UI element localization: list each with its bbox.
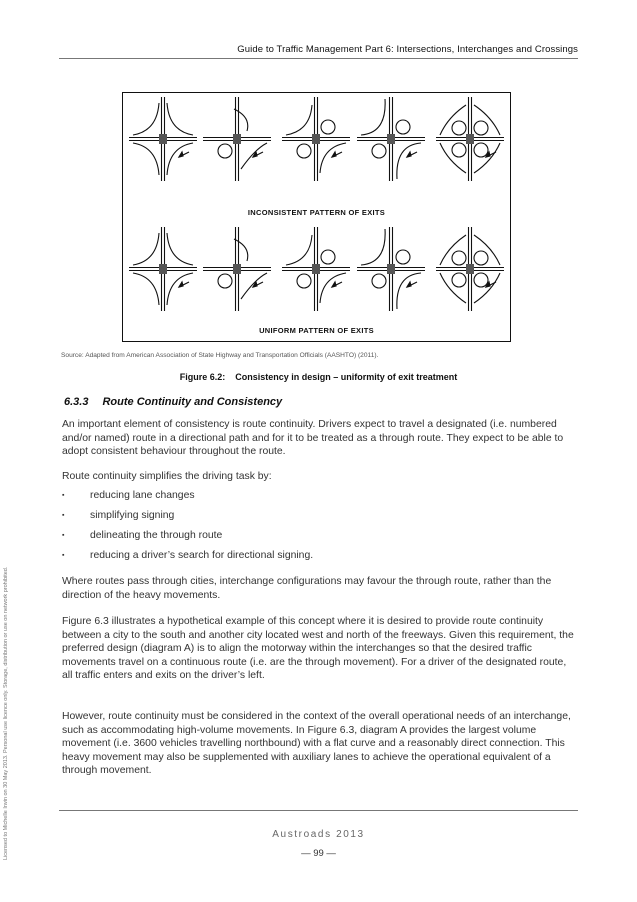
direction-arrow-icon xyxy=(179,152,189,157)
paragraph-route-continuity: An important element of consistency is route continuity. Drivers expect to travel a designated (i.e. numbered and/or named) route in a directional path and for it to be treated as a through route. They expect to be able to adopt consistent behaviour throughout the route. xyxy=(62,419,564,457)
bridge-structure xyxy=(159,264,167,274)
bullet-icon: ▪ xyxy=(62,552,65,559)
figure-caption-number: Figure 6.2: xyxy=(179,372,226,382)
loop-ramp xyxy=(474,273,488,287)
paragraph-figure-6-3: Figure 6.3 illustrates a hypothetical example of this concept where it is desired to provide route continuity between a city to the south and another city located west and north of the freeways. Given this requirement, the preferred design (diagram A) is to align the motorway within the interchanges so that the desired traffic movements travel on a continuous route (i.e. are the through movement). For a driver of the designated route, all traffic enters and exits on the driver’s left. xyxy=(62,616,574,681)
footer-organisation: Austroads 2013 xyxy=(272,829,365,840)
bridge-structure xyxy=(312,134,320,144)
ramp-curve xyxy=(286,105,312,135)
ramp-curve xyxy=(361,99,385,135)
loop-ramp xyxy=(396,120,410,134)
ramp-curve xyxy=(234,239,248,261)
ramp-curve xyxy=(167,143,193,175)
ramp-curve xyxy=(320,273,346,303)
section-number: 6.3.3 xyxy=(64,396,89,408)
page-number: — 99 — xyxy=(301,848,336,859)
loop-ramp xyxy=(372,144,386,158)
list-item xyxy=(62,509,562,529)
ramp-curve xyxy=(167,273,193,305)
footer-divider xyxy=(59,810,578,811)
bridge-structure xyxy=(233,134,241,144)
direction-arrow-icon xyxy=(407,282,417,287)
section-title: Route Continuity and Consistency xyxy=(102,396,283,408)
bridge-structure xyxy=(159,134,167,144)
direction-arrow-icon xyxy=(407,152,417,157)
figure-caption-text: Consistency in design – uniformity of exit treatment xyxy=(235,372,458,382)
direction-arrow-icon xyxy=(332,152,342,157)
bridge-structure xyxy=(466,134,474,144)
ramp-curve xyxy=(133,143,159,175)
loop-ramp xyxy=(452,121,466,135)
ramp-curve xyxy=(234,109,248,131)
loop-ramp xyxy=(297,144,311,158)
bullet-text: delineating the through route xyxy=(90,530,223,541)
figure-caption xyxy=(0,372,637,382)
licence-watermark: Licensed to Michelle Irwin on 30 May 2013. Personal use licence only. Storage, distribution or use on network prohibited. xyxy=(3,566,9,860)
ramp-curve xyxy=(167,103,193,135)
loop-ramp xyxy=(474,251,488,265)
bullet-text: reducing a driver’s search for directional signing. xyxy=(90,550,314,561)
list-item xyxy=(62,549,562,569)
loop-ramp xyxy=(297,274,311,288)
loop-ramp xyxy=(218,274,232,288)
bridge-structure xyxy=(466,264,474,274)
direction-arrow-icon xyxy=(332,282,342,287)
header-divider xyxy=(59,58,578,59)
direction-arrow-icon xyxy=(179,282,189,287)
figure-source: Source: Adapted from American Association of State Highway and Transportation Officials (AASHTO) (2011). xyxy=(61,352,379,359)
bridge-structure xyxy=(233,264,241,274)
ramp-curve xyxy=(361,229,385,265)
ramp-curve xyxy=(133,233,159,265)
interchange-figure xyxy=(122,92,511,342)
bullet-text: reducing lane changes xyxy=(90,490,195,501)
list-item xyxy=(62,489,562,509)
ramp-curve xyxy=(167,233,193,265)
loop-ramp xyxy=(396,250,410,264)
paragraph-cities: Where routes pass through cities, interchange configurations may favour the through route, rather than the direction of the heavy movements. xyxy=(62,576,552,601)
bullet-icon: ▪ xyxy=(62,532,65,539)
bullet-icon: ▪ xyxy=(62,512,65,519)
loop-ramp xyxy=(474,121,488,135)
loop-ramp xyxy=(372,274,386,288)
ramp-curve xyxy=(133,103,159,135)
bullet-list xyxy=(62,489,562,569)
loop-ramp xyxy=(452,251,466,265)
loop-ramp xyxy=(452,143,466,157)
loop-ramp xyxy=(321,250,335,264)
loop-ramp xyxy=(321,120,335,134)
ramp-curve xyxy=(397,143,421,179)
ramp-curve xyxy=(133,273,159,305)
interchange-diagrams xyxy=(123,93,510,341)
paragraph-simplifies-intro: Route continuity simplifies the driving task by: xyxy=(62,471,272,482)
section-heading xyxy=(64,396,282,408)
loop-ramp xyxy=(452,273,466,287)
ramp-curve xyxy=(286,235,312,265)
ramp-curve xyxy=(320,143,346,173)
bridge-structure xyxy=(387,264,395,274)
loop-ramp xyxy=(474,143,488,157)
running-header: Guide to Traffic Management Part 6: Intersections, Interchanges and Crossings xyxy=(237,44,578,55)
bullet-text: simplifying signing xyxy=(90,510,175,521)
ramp-curve xyxy=(397,273,421,309)
inconsistent-pattern-label: INCONSISTENT PATTERN OF EXITS xyxy=(247,208,386,217)
bridge-structure xyxy=(312,264,320,274)
bridge-structure xyxy=(387,134,395,144)
bullet-icon: ▪ xyxy=(62,492,65,499)
loop-ramp xyxy=(218,144,232,158)
list-item xyxy=(62,529,562,549)
uniform-pattern-label: UNIFORM PATTERN OF EXITS xyxy=(259,326,374,335)
paragraph-operational-needs: However, route continuity must be considered in the context of the overall operational needs of an interchange, such as accommodating high-volume movements. In Figure 6.3, diagram A provides the largest volume movement (i.e. 3600 vehicles travelling northbound) with a flat curve and a reasonably direct connection. This heavy movement may also be supplemented with auxiliary lanes to achieve the operational equivalent of a through movement. xyxy=(62,711,571,776)
